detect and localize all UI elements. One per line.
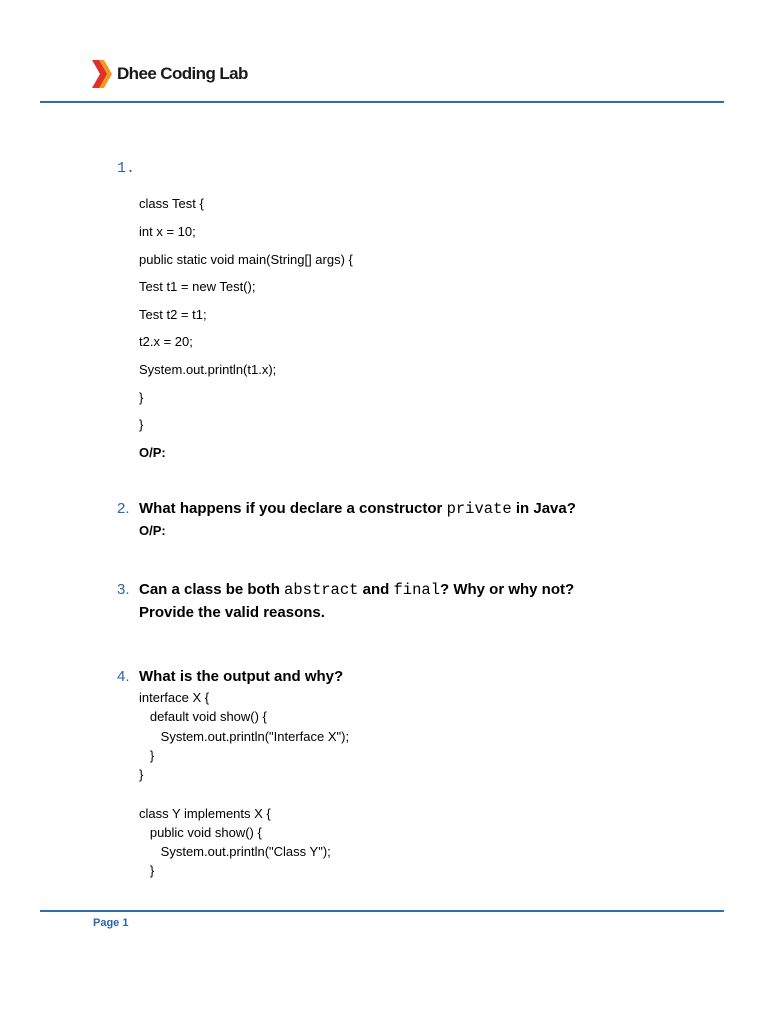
q4-code-line: } bbox=[139, 863, 155, 878]
q3-text-c: ? Why or why not? bbox=[440, 581, 575, 598]
q1-code-line: public static void main(String[] args) { bbox=[139, 252, 353, 267]
question-3-text bbox=[139, 581, 574, 599]
q3-text-a: Can a class be both bbox=[139, 581, 285, 598]
question-1-number: 1. bbox=[117, 160, 136, 177]
q4-code-line: interface X { bbox=[139, 690, 210, 705]
question-4-number: 4. bbox=[117, 668, 130, 685]
question-2-number: 2. bbox=[117, 500, 130, 517]
q4-code-line: default void show() { bbox=[139, 709, 267, 724]
logo-chevron-icon bbox=[92, 58, 114, 90]
q2-text-after: in Java? bbox=[511, 500, 576, 517]
q4-code-line: class Y implements X { bbox=[139, 806, 271, 821]
q1-code-line: Test t1 = new Test(); bbox=[139, 279, 256, 294]
q3-code-b: final bbox=[393, 581, 440, 599]
question-4-title: What is the output and why? bbox=[139, 668, 344, 685]
q2-output-label: O/P: bbox=[139, 523, 166, 538]
q4-code-line: System.out.println("Class Y"); bbox=[139, 844, 331, 859]
header-rule bbox=[40, 101, 724, 103]
q4-code-line: public void show() { bbox=[139, 825, 262, 840]
q3-text-b: and bbox=[358, 581, 394, 598]
question-3-number: 3. bbox=[117, 581, 130, 598]
page-number: Page 1 bbox=[93, 917, 129, 929]
question-2-text bbox=[139, 500, 576, 518]
q1-code-line: Test t2 = t1; bbox=[139, 307, 207, 322]
q4-code-line: } bbox=[139, 748, 155, 763]
question-3-line-2: Provide the valid reasons. bbox=[139, 604, 325, 621]
q2-text-before: What happens if you declare a constructor bbox=[139, 500, 447, 517]
q4-code-line: } bbox=[139, 767, 144, 782]
q3-code-a: abstract bbox=[284, 581, 359, 599]
logo-text: Dhee Coding Lab bbox=[117, 64, 248, 83]
q1-code-line: } bbox=[139, 417, 144, 432]
q1-code-line: class Test { bbox=[139, 196, 204, 211]
q1-output-label: O/P: bbox=[139, 445, 166, 460]
q2-code-word: private bbox=[446, 500, 512, 518]
footer-rule bbox=[40, 910, 724, 912]
q1-code-line: int x = 10; bbox=[139, 224, 196, 239]
q1-code-line: System.out.println(t1.x); bbox=[139, 362, 277, 377]
q4-code-line: System.out.println("Interface X"); bbox=[139, 729, 350, 744]
q1-code-line: } bbox=[139, 390, 144, 405]
q1-code-line: t2.x = 20; bbox=[139, 334, 193, 349]
